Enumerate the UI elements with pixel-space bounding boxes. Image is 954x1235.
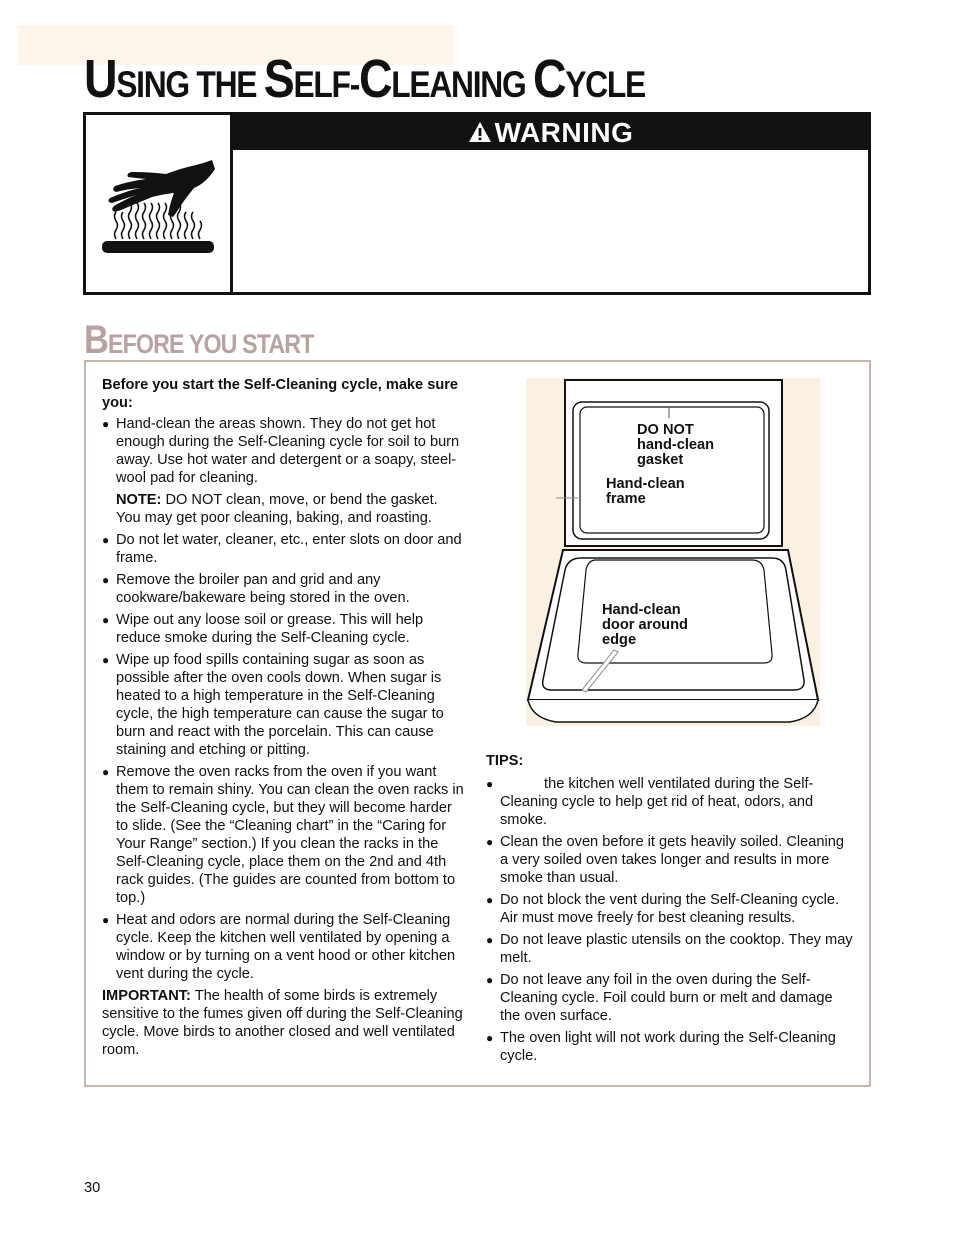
gasket-note (102, 491, 464, 527)
warning-triangle-icon (468, 116, 492, 152)
title-initial-1: U (84, 49, 117, 109)
list-item: ● Clean the oven before it gets heavily soiled. Cleaning a very soiled oven takes longer and results in more smoke than usual. (486, 833, 856, 887)
list-item: ● Wipe out any loose soil or grease. This will help reduce smoke during the Self-Cleaning cycle. (102, 611, 464, 647)
list-item: ● Heat and odors are normal during the Self-Cleaning cycle. Keep the kitchen well ventilated by opening a window or by turning on a vent hood or other kitchen vent during the cycle. (102, 911, 464, 983)
title-initial-3: C (358, 49, 392, 109)
list-item: ● Wipe up food spills containing sugar as soon as possible after the oven cools down. When sugar is heated to a high temperature in the Self-Cleaning cycle, the high temperature can cause the sugar to burn and react with the porcelain. This can cause staining and etching or pitting. (102, 651, 464, 759)
tips-label: TIPS: (486, 753, 524, 769)
tips-list (486, 775, 856, 1065)
list-item: ● Do not leave plastic utensils on the cooktop. They may melt. (486, 931, 856, 967)
title-initial-4: C (532, 49, 566, 109)
page-number: 30 (84, 1180, 101, 1196)
list-item: ● Do not leave any foil in the oven during the Self-Cleaning cycle. Foil could burn or melt and damage the oven surface. (486, 971, 856, 1025)
warning-icon-cell (86, 115, 233, 292)
left-column (102, 376, 464, 1059)
note-label: NOTE: (116, 492, 162, 508)
list-item (486, 775, 856, 829)
warning-label: WARNING (494, 117, 634, 148)
checklist-continued (102, 531, 464, 983)
title-rest-2: ELF- (293, 64, 359, 105)
list-item: ● The oven light will not work during the Self-Cleaning cycle. (486, 1029, 856, 1065)
gasket-callout: DO NOT hand-clean gasket (637, 422, 715, 468)
list-item: ● Do not block the vent during the Self-Cleaning cycle. Air must move freely for best cleaning results. (486, 891, 856, 927)
title-rest-1: SING THE (116, 64, 264, 105)
title-initial-2: S (263, 49, 294, 109)
warning-box (83, 112, 871, 295)
important-note (102, 987, 464, 1059)
section-title-rest: EFORE YOU START (107, 329, 314, 359)
tip-text: the kitchen well ventilated during the Self-Cleaning cycle to help get rid of heat, odors, and smoke. (500, 776, 814, 828)
title-rest-4: YCLE (565, 64, 645, 105)
list-item: ● Hand-clean the areas shown. They do not get hot enough during the Self-Cleaning cycle for soil to burn away. Use hot water and detergent or a soapy, steel-wool pad for cleaning. (102, 415, 464, 487)
frame-callout: Hand-clean frame (606, 476, 685, 507)
section-title (84, 318, 314, 363)
warning-header (233, 115, 868, 150)
oven-door-diagram (526, 378, 820, 726)
hot-surface-hand-icon (100, 155, 216, 255)
door-callout: Hand-clean door around edge (602, 602, 688, 648)
list-item: ● Remove the oven racks from the oven if you want them to remain shiny. You can clean the oven racks in the Self-Cleaning cycle, but they will become harder to slide. (See the “Cleaning chart” in the “Caring for Your Range” section.) If you clean the racks in the Self-Cleaning cycle, place them on the 2nd and 4th rack guides. (The guides are counted from bottom to top.) (102, 763, 464, 907)
title-rest-3: LEANING (391, 64, 533, 105)
important-text: The health of some birds is extremely sensitive to the fumes given off during the Self-Cleaning cycle. Move birds to another closed and well ventilated room. (102, 988, 463, 1058)
checklist (102, 415, 464, 487)
note-text: DO NOT clean, move, or bend the gasket. You may get poor cleaning, baking, and roasting. (116, 492, 438, 526)
section-title-initial: B (84, 318, 108, 362)
list-item: ● Do not let water, cleaner, etc., enter slots on door and frame. (102, 531, 464, 567)
checklist-lead: Before you start the Self-Cleaning cycle, make sure you: (102, 377, 459, 411)
important-label: IMPORTANT: (102, 988, 191, 1004)
page-title (84, 48, 645, 110)
tips-column (486, 752, 856, 1069)
list-item: ● Remove the broiler pan and grid and any cookware/bakeware being stored in the oven. (102, 571, 464, 607)
